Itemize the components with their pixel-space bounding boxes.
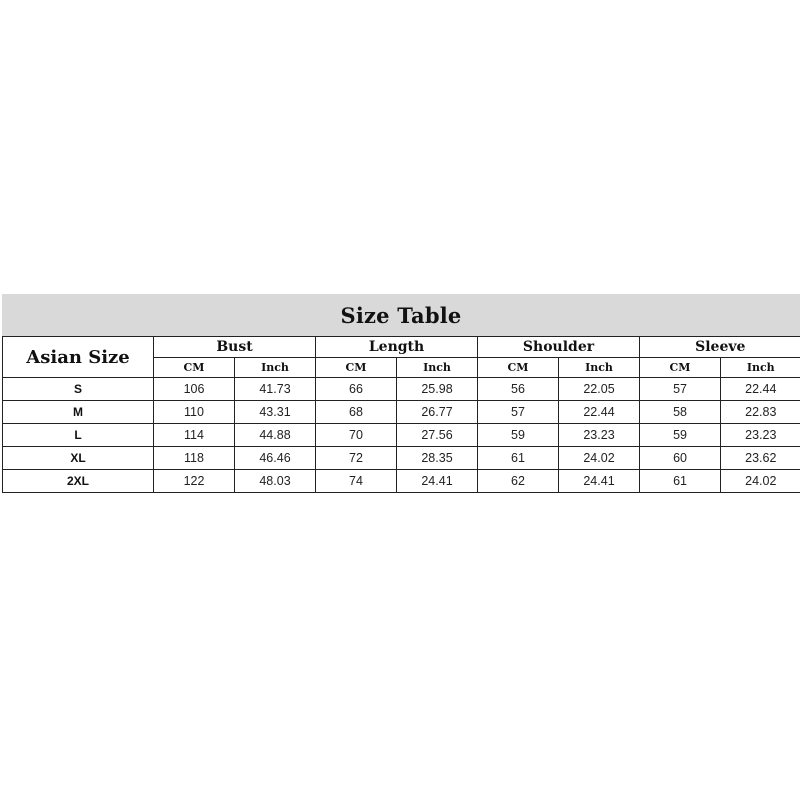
table-row	[3, 378, 800, 401]
sleeve-inch-cell: 22.44	[721, 378, 800, 401]
sleeve-cm-cell: 57	[640, 378, 721, 401]
length-inch-cell: 27.56	[397, 424, 478, 447]
shoulder-cm-cell: 62	[478, 470, 559, 493]
bust-cm-cell: 122	[154, 470, 235, 493]
length-cm-cell: 66	[316, 378, 397, 401]
shoulder-inch-cell: 23.23	[559, 424, 640, 447]
sleeve-cm-cell: 61	[640, 470, 721, 493]
group-header-length: Length	[316, 337, 478, 358]
length-inch-cell: 28.35	[397, 447, 478, 470]
shoulder-cm-cell: 61	[478, 447, 559, 470]
size-table-title: Size Table	[2, 294, 800, 336]
table-row	[3, 447, 800, 470]
unit-header-bust-inch: Inch	[235, 358, 316, 378]
length-cm-cell: 72	[316, 447, 397, 470]
shoulder-inch-cell: 24.02	[559, 447, 640, 470]
unit-header-sleeve-inch: Inch	[721, 358, 800, 378]
bust-inch-cell: 46.46	[235, 447, 316, 470]
length-cm-cell: 74	[316, 470, 397, 493]
bust-inch-cell: 43.31	[235, 401, 316, 424]
shoulder-inch-cell: 24.41	[559, 470, 640, 493]
bust-inch-cell: 41.73	[235, 378, 316, 401]
shoulder-cm-cell: 56	[478, 378, 559, 401]
asian-size-header: Asian Size	[3, 337, 154, 378]
size-label: XL	[3, 447, 154, 470]
group-header-sleeve: Sleeve	[640, 337, 800, 358]
unit-header-length-cm: CM	[316, 358, 397, 378]
group-header-shoulder: Shoulder	[478, 337, 640, 358]
unit-header-length-inch: Inch	[397, 358, 478, 378]
size-label: S	[3, 378, 154, 401]
unit-header-shoulder-cm: CM	[478, 358, 559, 378]
length-cm-cell: 70	[316, 424, 397, 447]
sleeve-inch-cell: 24.02	[721, 470, 800, 493]
shoulder-cm-cell: 57	[478, 401, 559, 424]
table-row	[3, 470, 800, 493]
length-inch-cell: 25.98	[397, 378, 478, 401]
table-row	[3, 401, 800, 424]
sleeve-cm-cell: 60	[640, 447, 721, 470]
length-inch-cell: 24.41	[397, 470, 478, 493]
bust-cm-cell: 110	[154, 401, 235, 424]
shoulder-inch-cell: 22.05	[559, 378, 640, 401]
sleeve-cm-cell: 59	[640, 424, 721, 447]
table-row	[3, 424, 800, 447]
shoulder-cm-cell: 59	[478, 424, 559, 447]
bust-cm-cell: 106	[154, 378, 235, 401]
group-header-bust: Bust	[154, 337, 316, 358]
unit-header-bust-cm: CM	[154, 358, 235, 378]
unit-header-shoulder-inch: Inch	[559, 358, 640, 378]
sleeve-inch-cell: 22.83	[721, 401, 800, 424]
length-cm-cell: 68	[316, 401, 397, 424]
size-label: L	[3, 424, 154, 447]
size-chart	[2, 294, 800, 493]
unit-header-sleeve-cm: CM	[640, 358, 721, 378]
sleeve-inch-cell: 23.62	[721, 447, 800, 470]
size-label: 2XL	[3, 470, 154, 493]
length-inch-cell: 26.77	[397, 401, 478, 424]
sleeve-inch-cell: 23.23	[721, 424, 800, 447]
sleeve-cm-cell: 58	[640, 401, 721, 424]
bust-cm-cell: 114	[154, 424, 235, 447]
bust-inch-cell: 44.88	[235, 424, 316, 447]
bust-inch-cell: 48.03	[235, 470, 316, 493]
shoulder-inch-cell: 22.44	[559, 401, 640, 424]
bust-cm-cell: 118	[154, 447, 235, 470]
size-label: M	[3, 401, 154, 424]
size-table	[2, 336, 800, 493]
